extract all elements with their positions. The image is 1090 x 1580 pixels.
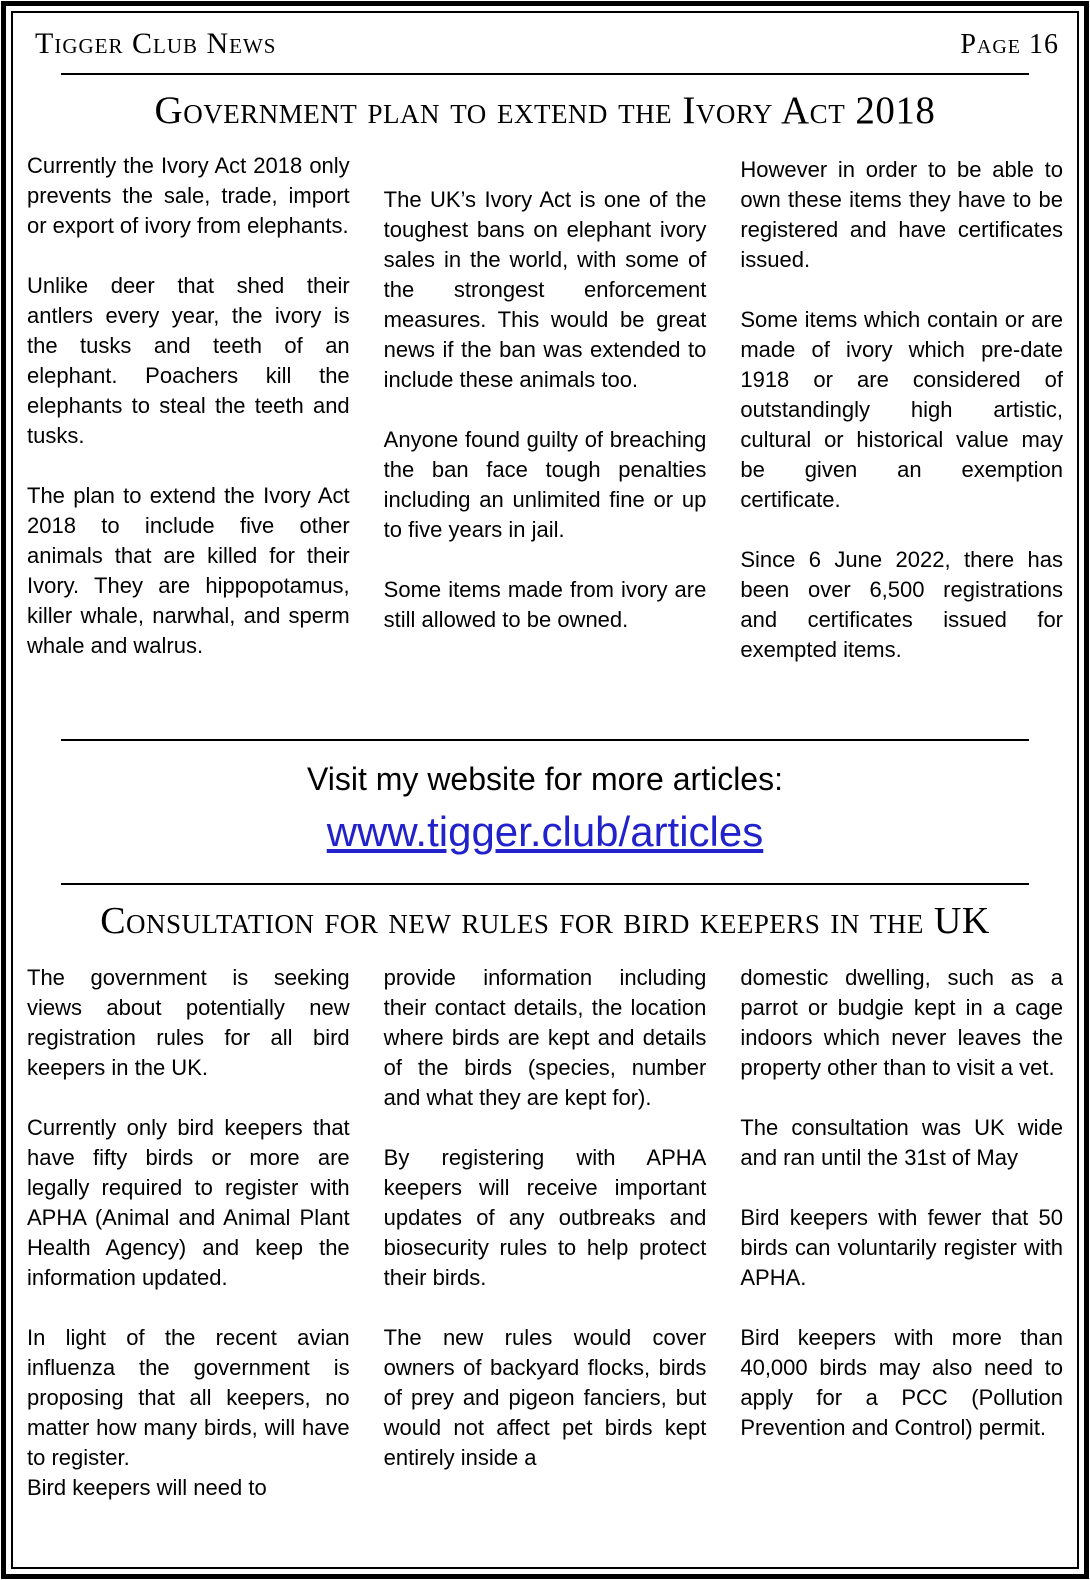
paragraph: Currently only bird keepers that have fifty birds or more are legally required to register with APHA (Animal and Animal Plant Health Agency) and keep the information updated. <box>27 1115 350 1290</box>
paragraph: Bird keepers with fewer that 50 birds can voluntarily register with APHA. <box>740 1205 1064 1290</box>
paragraph: Since 6 June 2022, there has been over 6,500 registrations and certificates issued for exempted items. <box>740 547 1064 662</box>
section-rule-top <box>61 739 1029 741</box>
paragraph: Some items which contain or are made of ivory which pre-date 1918 or are considered of outstandingly high artistic, cultural or historical value may be given an exemption certificate. <box>740 307 1064 512</box>
website-callout-label: Visit my website for more articles: <box>307 761 783 797</box>
article1-column-1 <box>27 151 350 695</box>
paragraph: The government is seeking views about potentially new registration rules for all bird keepers in the UK. <box>27 965 350 1080</box>
paragraph: However in order to be able to own these items they have to be registered and have certificates issued. <box>740 157 1064 272</box>
paragraph: Unlike deer that shed their antlers every year, the ivory is the tusks and teeth of an elephant. Poachers kill the elephants to steal the teeth and tusks. <box>27 273 350 448</box>
paragraph: Bird keepers will need to <box>27 1475 267 1500</box>
article2-column-3 <box>740 963 1063 1503</box>
website-link[interactable]: www.tigger.club/articles <box>326 808 764 855</box>
article1-columns <box>25 151 1065 695</box>
newsletter-title: Tigger Club News <box>35 27 277 60</box>
page-number: Page 16 <box>960 29 1059 60</box>
paragraph: Bird keepers with more than 40,000 birds may also need to apply for a PCC (Pollution Prevention and Control) permit. <box>740 1325 1064 1440</box>
paragraph: The plan to extend the Ivory Act 2018 to include five other animals that are killed for their Ivory. They are hippopotamus, killer whale, narwhal, and sperm whale and walrus. <box>27 483 350 658</box>
paragraph: domestic dwelling, such as a parrot or budgie kept in a cage indoors which never leaves the property other than to visit a vet. <box>740 965 1064 1080</box>
masthead <box>25 21 1065 61</box>
article1-title: Government plan to extend the Ivory Act 2018 <box>154 89 936 132</box>
article1-column-3 <box>740 151 1063 695</box>
page-content <box>13 13 1077 1567</box>
masthead-rule <box>61 73 1029 75</box>
paragraph: The consultation was UK wide and ran until the 31st of May <box>740 1115 1064 1170</box>
paragraph: Some items made from ivory are still allowed to be owned. <box>383 577 707 632</box>
paragraph: Anyone found guilty of breaching the ban face tough penalties including an unlimited fine or up to five years in jail. <box>383 427 707 542</box>
article2-columns <box>25 963 1065 1503</box>
paragraph: Currently the Ivory Act 2018 only prevents the sale, trade, import or export of ivory from elephants. <box>27 153 350 238</box>
paragraph: The new rules would cover owners of backyard flocks, birds of prey and pigeon fanciers, but would not affect pet birds kept entirely inside a <box>383 1325 707 1470</box>
article2-column-2 <box>384 963 707 1503</box>
website-callout <box>25 759 1065 857</box>
article1-column-2 <box>384 151 707 695</box>
article2-column-1 <box>27 963 350 1503</box>
paragraph: The UK’s Ivory Act is one of the toughest bans on elephant ivory sales in the world, with some of the strongest enforcement measures. This would be great news if the ban was extended to include these animals too. <box>383 187 707 392</box>
paragraph: In light of the recent avian influenza the government is proposing that all keepers, no matter how many birds, will have to register. <box>27 1325 350 1470</box>
section-rule-bottom <box>61 883 1029 885</box>
paragraph: By registering with APHA keepers will receive important updates of any outbreaks and biosecurity rules to help protect their birds. <box>383 1145 707 1290</box>
paragraph: provide information including their contact details, the location where birds are kept and details of the birds (species, number and what they are kept for). <box>383 965 707 1110</box>
article2-title: Consultation for new rules for bird keepers in the UK <box>100 900 990 942</box>
